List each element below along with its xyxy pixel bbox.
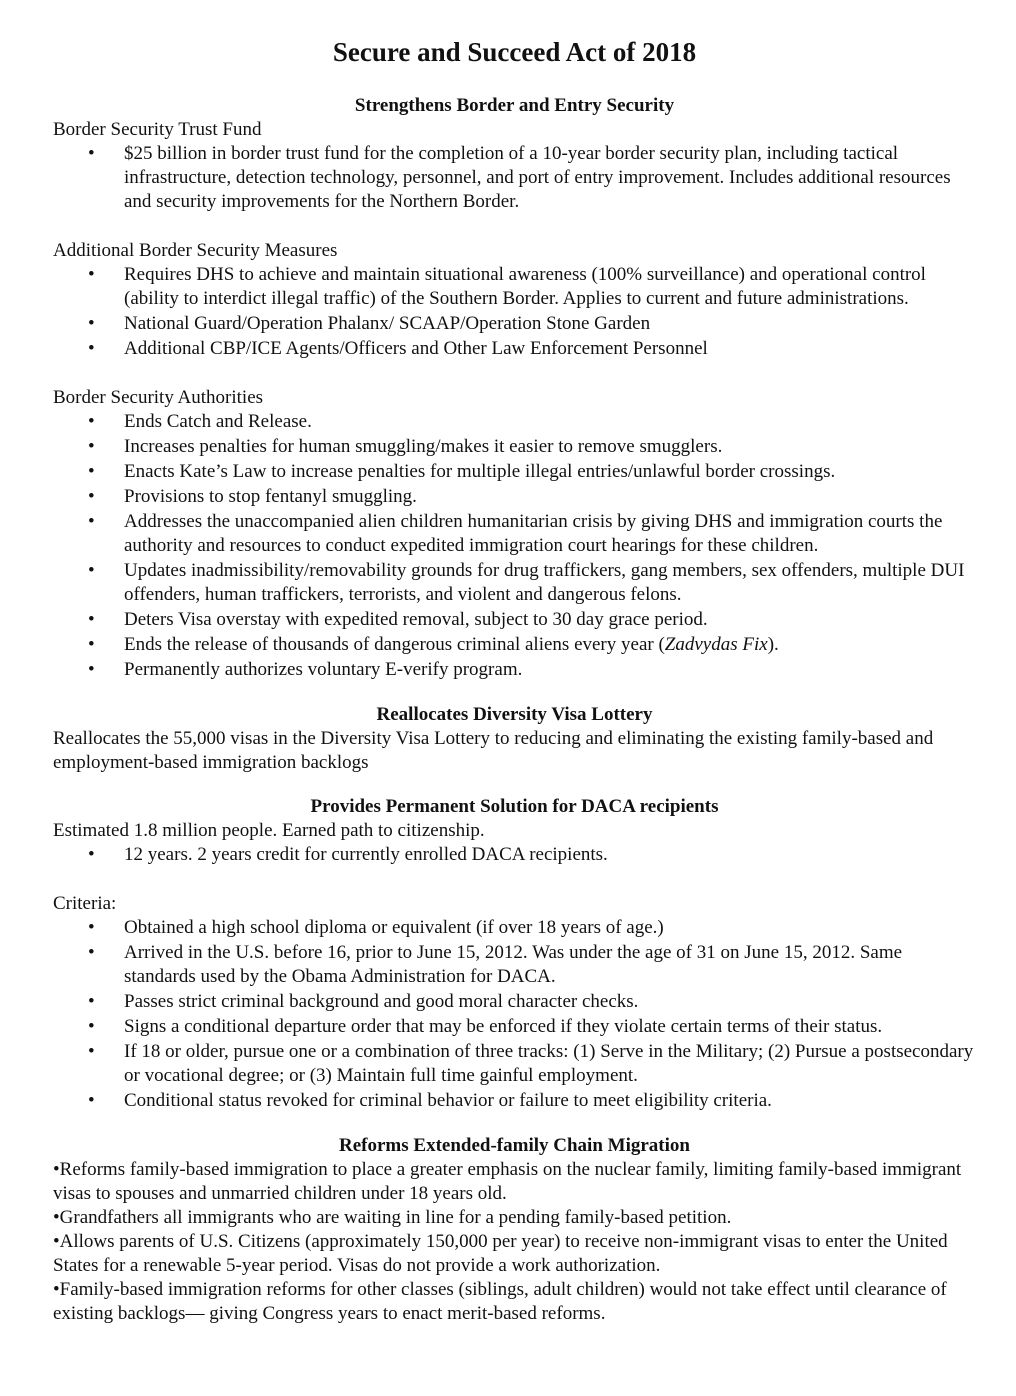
list-item: • Signs a conditional departure order that may be enforced if they violate certain terms of their status. (53, 1015, 976, 1039)
criteria-label: Criteria: (53, 893, 117, 914)
list-item: • Arrived in the U.S. before 16, prior to June 15, 2012. Was under the age of 31 on June 15, 2012. Same standards used by the Obama Administration for DACA. (53, 941, 976, 989)
list-item: • Requires DHS to achieve and maintain situational awareness (100% surveillance) and operational control (ability to interdict illegal traffic) of the Southern Border. Applies to current and future administrations. (53, 263, 976, 311)
document-title: Secure and Succeed Act of 2018 (332, 37, 697, 67)
chain-migration-line: •Grandfathers all immigrants who are waiting in line for a pending family-based petition. (53, 1207, 732, 1228)
subhead-trust-fund: Border Security Trust Fund (53, 119, 262, 140)
additional-measures-list (53, 263, 976, 361)
subhead-additional-measures: Additional Border Security Measures (53, 240, 338, 261)
daca-intro: Estimated 1.8 million people. Earned path to citizenship. (53, 820, 485, 841)
list-item: • If 18 or older, pursue one or a combination of three tracks: (1) Serve in the Military; (2) Pursue a postsecondary or vocational degree; or (3) Maintain full time gainful employment. (53, 1040, 976, 1088)
diversity-visa-text: Reallocates the 55,000 visas in the Diversity Visa Lottery to reducing and eliminating the existing family-based and employment-based immigration backlogs (53, 728, 934, 773)
section-heading-diversity-visa: Reallocates Diversity Visa Lottery (376, 704, 653, 725)
list-item: • Conditional status revoked for criminal behavior or failure to meet eligibility criteria. (53, 1089, 976, 1113)
list-item: • Deters Visa overstay with expedited removal, subject to 30 day grace period. (53, 608, 976, 632)
chain-migration-line: •Family-based immigration reforms for other classes (siblings, adult children) would not take effect until clearance of existing backlogs— giving Congress years to enact merit-based reforms. (53, 1279, 947, 1324)
zadvydas-text-after: ). (767, 634, 779, 655)
list-item: • $25 billion in border trust fund for the completion of a 10-year border security plan, including tactical infrastructure, detection technology, personnel, and port of entry improvement. Includes additional resources and security improvements for the Northern Border. (53, 142, 976, 214)
subhead-authorities: Border Security Authorities (53, 387, 264, 408)
list-item: • National Guard/Operation Phalanx/ SCAAP/Operation Stone Garden (53, 312, 976, 336)
list-item: • Additional CBP/ICE Agents/Officers and Other Law Enforcement Personnel (53, 337, 976, 361)
list-item: • Updates inadmissibility/removability grounds for drug traffickers, gang members, sex offenders, multiple DUI offenders, human traffickers, terrorists, and violent and dangerous felons. (53, 559, 976, 607)
list-item: • 12 years. 2 years credit for currently enrolled DACA recipients. (53, 843, 976, 867)
list-item: • Provisions to stop fentanyl smuggling. (53, 485, 976, 509)
zadvydas-text-before: Ends the release of thousands of dangerous criminal aliens every year ( (124, 634, 665, 655)
list-item: • Permanently authorizes voluntary E-verify program. (53, 658, 976, 682)
list-item: • Obtained a high school diploma or equivalent (if over 18 years of age.) (53, 916, 976, 940)
list-item: • Addresses the unaccompanied alien children humanitarian crisis by giving DHS and immigration courts the authority and resources to conduct expedited immigration court hearings for these children. (53, 510, 976, 558)
criteria-list (53, 916, 976, 1113)
section-heading-daca: Provides Permanent Solution for DACA recipients (310, 796, 719, 817)
zadvydas-italic: Zadvydas Fix (664, 634, 768, 655)
trust-fund-list (53, 142, 976, 214)
daca-list (53, 843, 976, 867)
chain-migration-line: •Reforms family-based immigration to place a greater emphasis on the nuclear family, limiting family-based immigrant visas to spouses and unmarried children under 18 years old. (53, 1159, 962, 1204)
chain-migration-line: •Allows parents of U.S. Citizens (approximately 150,000 per year) to receive non-immigrant visas to enter the United States for a renewable 5-year period. Visas do not provide a work authorization. (53, 1231, 948, 1276)
list-item: • Ends Catch and Release. (53, 410, 976, 434)
authorities-list (53, 410, 976, 682)
list-item: • Enacts Kate’s Law to increase penalties for multiple illegal entries/unlawful border crossings. (53, 460, 976, 484)
list-item-zadvydas (53, 633, 976, 657)
list-item: • Passes strict criminal background and good moral character checks. (53, 990, 976, 1014)
section-heading-border-security: Strengthens Border and Entry Security (354, 95, 675, 116)
section-heading-chain-migration: Reforms Extended-family Chain Migration (339, 1135, 690, 1156)
list-item: • Increases penalties for human smuggling/makes it easier to remove smugglers. (53, 435, 976, 459)
